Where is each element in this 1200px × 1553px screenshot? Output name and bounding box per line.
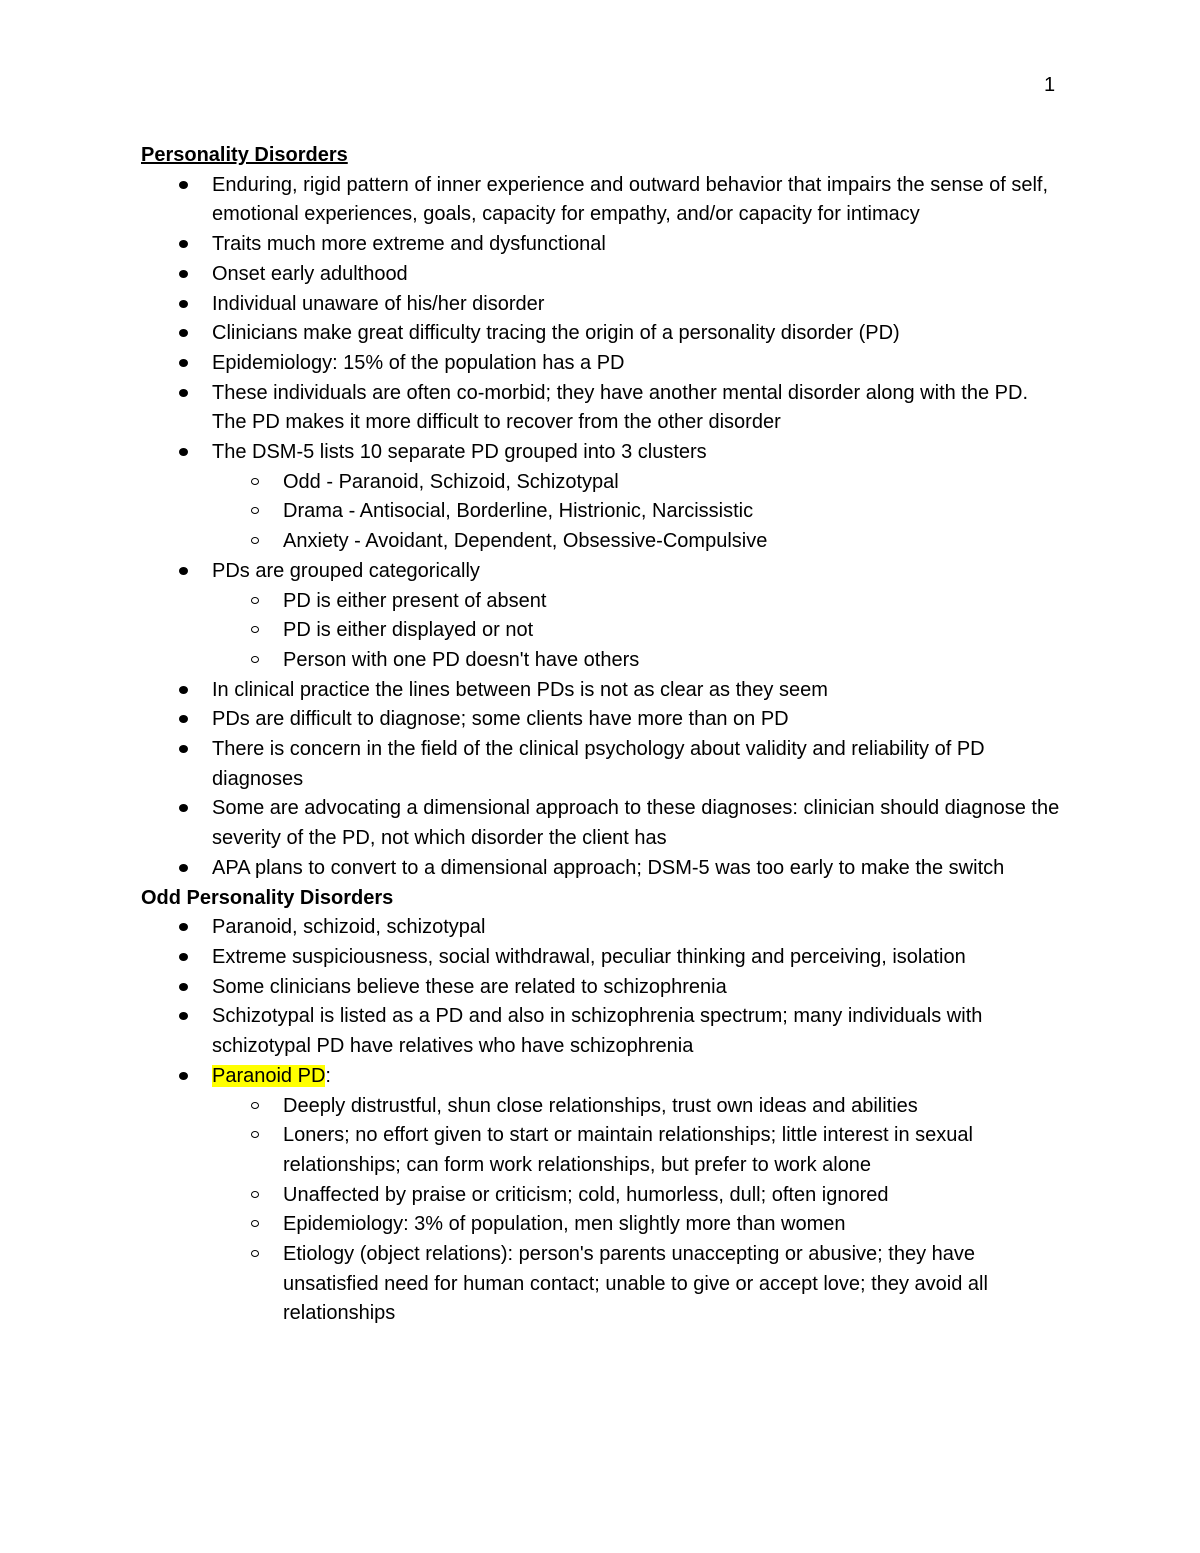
list-item-text: Enduring, rigid pattern of inner experience and outward behavior that impairs the sense of self, emotional experiences, goals, capacity for empathy, and/or capacity for intimacy	[212, 173, 1049, 226]
circle-bullet-icon	[251, 1250, 259, 1257]
list-item-text: These individuals are often co-morbid; they have another mental disorder along with the PD. The PD makes it more difficult to recover from the other disorder	[212, 381, 1029, 434]
sub-list-item-text: Unaffected by praise or criticism; cold, humorless, dull; often ignored	[283, 1183, 889, 1206]
list-item-text: PDs are grouped categorically	[212, 559, 480, 582]
list-item-text: Some are advocating a dimensional approach to these diagnoses: clinician should diagnose the severity of the PD, not which disorder the client has	[212, 797, 1060, 850]
bullet-icon	[179, 1012, 188, 1020]
bullet-icon	[179, 359, 188, 367]
list-item-text: Extreme suspiciousness, social withdrawal, peculiar thinking and perceiving, isolation	[212, 945, 966, 968]
list-item	[212, 1062, 1061, 1329]
sub-list-item	[283, 1240, 1061, 1329]
bullet-icon	[179, 953, 188, 961]
list-item-text: Some clinicians believe these are related to schizophrenia	[212, 975, 727, 998]
list-item	[212, 854, 1061, 884]
sub-list-item-text: Person with one PD doesn't have others	[283, 648, 640, 671]
list-item	[212, 379, 1061, 438]
sub-list-item-text: Deeply distrustful, shun close relationships, trust own ideas and abilities	[283, 1094, 918, 1117]
list-item-text: In clinical practice the lines between PDs is not as clear as they seem	[212, 678, 828, 701]
sub-list-item	[283, 646, 1061, 676]
bullet-icon	[179, 715, 188, 723]
highlighted-text: Paranoid PD	[212, 1064, 326, 1087]
bullet-icon	[179, 1072, 188, 1080]
list-item	[212, 557, 1061, 676]
bullet-icon	[179, 270, 188, 278]
sub-list-item-text: PD is either present of absent	[283, 589, 547, 612]
sub-list-item-text: Loners; no effort given to start or maintain relationships; little interest in sexual relationships; can form work relationships, but prefer to work alone	[283, 1124, 973, 1176]
sub-list-item	[283, 468, 1061, 498]
circle-bullet-icon	[251, 1131, 259, 1138]
list-item	[212, 290, 1061, 320]
list-item	[212, 794, 1061, 853]
sub-list-item-text: Drama - Antisocial, Borderline, Histrionic, Narcissistic	[283, 500, 754, 523]
circle-bullet-icon	[251, 626, 259, 633]
bullet-icon	[179, 300, 188, 308]
list-item	[212, 943, 1061, 973]
list-item-text: Clinicians make great difficulty tracing the origin of a personality disorder (PD)	[212, 322, 900, 345]
list-item-text: The DSM-5 lists 10 separate PD grouped into 3 clusters	[212, 441, 707, 464]
section-title-personality-disorders: Personality Disorders	[141, 144, 348, 166]
sub-list-item	[283, 497, 1061, 527]
circle-bullet-icon	[251, 656, 259, 663]
circle-bullet-icon	[251, 1102, 259, 1109]
sub-list-item	[283, 527, 1061, 557]
list-item	[212, 705, 1061, 735]
bullet-icon	[179, 240, 188, 248]
sub-list-item	[283, 587, 1061, 617]
list-item	[212, 171, 1061, 230]
sub-list-item	[283, 1181, 1061, 1211]
list-item	[212, 676, 1061, 706]
circle-bullet-icon	[251, 478, 259, 485]
list-item-text: Individual unaware of his/her disorder	[212, 292, 545, 315]
document-body	[141, 141, 1061, 1329]
sub-bullet-list	[212, 587, 1061, 676]
sub-bullet-list	[212, 468, 1061, 557]
bullet-icon	[179, 329, 188, 337]
circle-bullet-icon	[251, 537, 259, 544]
page-number: 1	[1044, 74, 1056, 96]
list-item-text: APA plans to convert to a dimensional approach; DSM-5 was too early to make the switch	[212, 856, 1005, 879]
list-item	[212, 735, 1061, 794]
bullet-icon	[179, 448, 188, 456]
list-item-text: Traits much more extreme and dysfunctional	[212, 233, 606, 256]
list-item	[212, 973, 1061, 1003]
circle-bullet-icon	[251, 1191, 259, 1198]
sub-bullet-list	[212, 1092, 1061, 1330]
bullet-icon	[179, 745, 188, 753]
list-item-text: Schizotypal is listed as a PD and also in schizophrenia spectrum; many individuals with schizotypal PD have relatives who have schizophrenia	[212, 1005, 983, 1058]
list-item	[212, 913, 1061, 943]
list-item-text: Epidemiology: 15% of the population has a PD	[212, 351, 625, 374]
bullet-icon	[179, 864, 188, 872]
list-item-suffix: :	[325, 1064, 331, 1087]
bullet-icon	[179, 804, 188, 812]
sub-list-item	[283, 1210, 1061, 1240]
bullet-icon	[179, 567, 188, 575]
bullet-icon	[179, 389, 188, 397]
sub-list-item	[283, 616, 1061, 646]
sub-list-item-text: Odd - Paranoid, Schizoid, Schizotypal	[283, 470, 619, 493]
list-item	[212, 260, 1061, 290]
list-item-text: Paranoid, schizoid, schizotypal	[212, 916, 486, 939]
list-item	[212, 438, 1061, 557]
list-item-text: Onset early adulthood	[212, 262, 408, 285]
bullet-list	[141, 171, 1061, 884]
list-item	[212, 1002, 1061, 1061]
bullet-list	[141, 913, 1061, 1329]
list-item	[212, 230, 1061, 260]
list-item-text: PDs are difficult to diagnose; some clients have more than on PD	[212, 708, 789, 731]
bullet-icon	[179, 686, 188, 694]
sub-list-item-text: Epidemiology: 3% of population, men slightly more than women	[283, 1213, 846, 1236]
sub-list-item	[283, 1121, 1061, 1180]
section-title-odd-personality-disorders: Odd Personality Disorders	[141, 886, 394, 909]
circle-bullet-icon	[251, 507, 259, 514]
circle-bullet-icon	[251, 1220, 259, 1227]
sub-list-item	[283, 1092, 1061, 1122]
sub-list-item-text: Anxiety - Avoidant, Dependent, Obsessive-Compulsive	[283, 530, 768, 553]
sub-list-item-text: Etiology (object relations): person's parents unaccepting or abusive; they have unsatisfied need for human contact; unable to give or accept love; they avoid all relationships	[283, 1243, 988, 1325]
list-item-text: There is concern in the field of the clinical psychology about validity and reliability of PD diagnoses	[212, 738, 985, 790]
sub-list-item-text: PD is either displayed or not	[283, 619, 534, 642]
bullet-icon	[179, 923, 188, 931]
circle-bullet-icon	[251, 597, 259, 604]
bullet-icon	[179, 983, 188, 991]
list-item	[212, 319, 1061, 349]
bullet-icon	[179, 181, 188, 189]
list-item	[212, 349, 1061, 379]
